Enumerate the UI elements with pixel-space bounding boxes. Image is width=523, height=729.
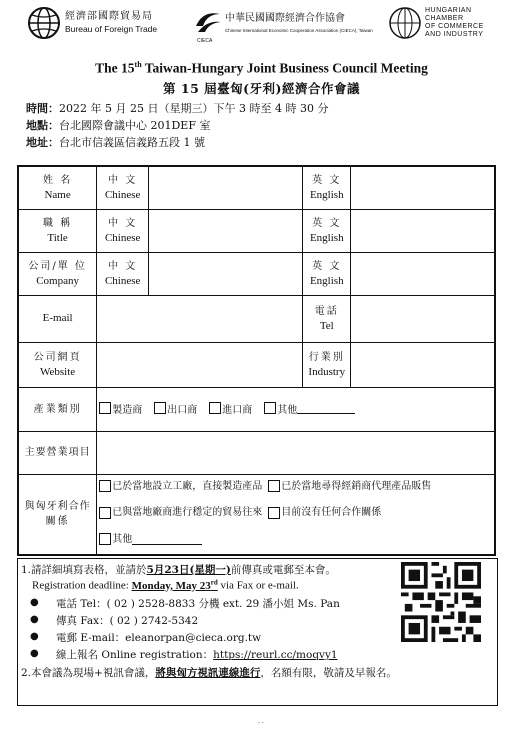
info-time-value: 2022 年 5 月 25 日（星期三）下午 3 時至 4 時 30 分 xyxy=(59,102,329,115)
label-name-en: Name xyxy=(44,188,71,201)
label-title xyxy=(18,209,97,252)
relation-option-label: 目前沒有任何合作關係 xyxy=(281,507,382,518)
website-field[interactable] xyxy=(97,342,303,387)
info-venue-label: 地點： xyxy=(26,119,59,132)
label-company xyxy=(18,252,97,295)
relation-option-trade[interactable] xyxy=(99,501,262,524)
relation-option-label: 已於當地設立工廠，直接製造產品 xyxy=(112,480,263,492)
label-tel xyxy=(303,295,351,342)
checkbox[interactable] xyxy=(264,402,276,414)
footer-mark: · · xyxy=(258,720,264,727)
relation-option-label: 已與當地廠商進行穩定的貿易往來 xyxy=(112,507,263,518)
label-company-chinese xyxy=(97,252,149,295)
category-option-label: 進口商 xyxy=(222,404,253,416)
deadline-sup: rd xyxy=(210,578,218,586)
relation-option-none[interactable] xyxy=(268,501,381,524)
globe-icon xyxy=(27,6,61,40)
hccia-line-3: OF COMMERCE xyxy=(425,23,484,30)
category-option-manufacturer[interactable] xyxy=(99,401,142,416)
category-option-label: 製造商 xyxy=(112,404,143,416)
label-chinese-en: Chinese xyxy=(104,188,141,201)
label-website-en: Website xyxy=(40,365,76,378)
label-company-en: Company xyxy=(36,274,79,287)
label-chinese-zh: 中 文 xyxy=(108,217,138,229)
info-address-label: 地址： xyxy=(26,136,59,149)
label-industry-zh: 行業別 xyxy=(308,351,345,363)
other-blank[interactable] xyxy=(297,403,355,414)
checkbox[interactable] xyxy=(99,507,111,519)
label-english-en: English xyxy=(309,231,344,244)
category-option-label: 出口商 xyxy=(167,404,198,416)
label-name-chinese xyxy=(97,166,149,209)
label-title-zh: 職 稱 xyxy=(43,217,73,229)
note-2-suffix: ，名額有限，敬請及早報名。 xyxy=(260,667,397,679)
note-2-bold: 將與匈方視訊連線進行 xyxy=(155,667,261,679)
row-category xyxy=(18,387,495,431)
checkbox[interactable] xyxy=(154,402,166,414)
label-industry-en: Industry xyxy=(308,365,346,378)
info-time-label: 時間： xyxy=(26,102,59,115)
label-relation xyxy=(18,474,97,555)
category-option-exporter[interactable] xyxy=(154,401,197,416)
online-prefix: 線上報名 Online registration： xyxy=(56,649,214,661)
cieca-abbr: CIECA xyxy=(197,38,213,44)
category-options xyxy=(97,387,495,431)
label-company-zh: 公司/單 位 xyxy=(28,260,87,272)
label-email xyxy=(18,295,97,342)
relation-option-label: 其他 xyxy=(112,533,133,545)
header-logos xyxy=(0,6,523,48)
label-title-english xyxy=(303,209,351,252)
hccia-line-2: CHAMBER xyxy=(425,15,464,22)
name-chinese-field[interactable] xyxy=(149,166,303,209)
note-1-prefix: 1.請詳細填寫表格，並請於 xyxy=(21,564,147,576)
hccia-globe-icon xyxy=(388,6,422,40)
online-registration-link[interactable]: https://reurl.cc/moqvy1 xyxy=(213,649,338,661)
info-venue xyxy=(26,117,210,133)
note-tel: 電話 Tel：( 02 ) 2528-8833 分機 ext. 29 潘小姐 Ms. Pan xyxy=(56,598,340,610)
title-english xyxy=(0,60,523,77)
row-relation xyxy=(18,474,495,555)
note-email: 電郵 E-mail：eleanorpan@cieca.org.tw xyxy=(56,632,262,644)
checkbox[interactable] xyxy=(99,480,111,492)
cieca-name-en: Chinese International Economic Cooperation Association (CIECA), Taiwan xyxy=(225,28,373,33)
qr-code-icon[interactable] xyxy=(399,562,483,642)
name-english-field[interactable] xyxy=(351,166,495,209)
title-en-suffix: Taiwan-Hungary Joint Business Council Meeting xyxy=(141,60,428,76)
notes-box xyxy=(17,558,498,706)
note-deadline-en xyxy=(32,578,299,592)
label-email-en: E-mail xyxy=(42,312,73,324)
row-main-business xyxy=(18,431,495,474)
title-english-field[interactable] xyxy=(351,209,495,252)
category-option-importer[interactable] xyxy=(209,401,252,416)
industry-field[interactable] xyxy=(351,342,495,387)
title-chinese: 第 15 屆臺匈(牙利)經濟合作會議 xyxy=(163,81,360,96)
label-title-chinese xyxy=(97,209,149,252)
label-name-zh: 姓 名 xyxy=(43,174,73,186)
bofti-name-zh: 經濟部國際貿易局 xyxy=(65,11,153,22)
label-chinese-zh: 中 文 xyxy=(108,260,138,272)
note-fax: 傳真 Fax：( 02 ) 2742-5342 xyxy=(56,615,199,627)
hccia-line-1: HUNGARIAN xyxy=(425,7,472,14)
relation-option-label: 已於當地尋得經銷商代理產品販售 xyxy=(281,480,432,492)
info-address xyxy=(26,134,205,150)
relation-option-factory[interactable] xyxy=(99,475,262,498)
label-name xyxy=(18,166,97,209)
label-chinese-en: Chinese xyxy=(104,231,141,244)
label-website xyxy=(18,342,97,387)
swirl-icon xyxy=(193,6,223,36)
checkbox[interactable] xyxy=(209,402,221,414)
bofti-name-en: Bureau of Foreign Trade xyxy=(65,24,158,34)
label-english-zh: 英 文 xyxy=(312,174,342,186)
info-address-value: 台北市信義區信義路五段 1 號 xyxy=(59,136,205,149)
label-english-en: English xyxy=(309,274,344,287)
label-category-zh: 產業類別 xyxy=(33,403,82,415)
label-tel-zh: 電話 xyxy=(314,305,339,317)
cieca-name-zh: 中華民國國際經濟合作協會 xyxy=(225,13,345,24)
label-chinese-en: Chinese xyxy=(104,274,141,287)
row-website xyxy=(18,342,495,387)
bullet-icon: ● xyxy=(30,631,39,642)
relation-options xyxy=(97,474,495,555)
checkbox[interactable] xyxy=(99,402,111,414)
deadline-date xyxy=(132,580,218,592)
bullet-icon: ● xyxy=(30,597,39,608)
relation-other-blank[interactable] xyxy=(132,534,202,545)
label-category xyxy=(18,387,97,431)
label-relation-line1: 與匈牙利合作 xyxy=(24,501,91,513)
label-company-english xyxy=(303,252,351,295)
note-online xyxy=(56,647,338,662)
deadline-prefix: Registration deadline: xyxy=(32,579,132,592)
info-time xyxy=(26,100,328,116)
deadline-suffix: via Fax or e-mail. xyxy=(217,579,299,592)
row-title xyxy=(18,209,495,252)
tel-field[interactable] xyxy=(351,295,495,342)
note-1-deadline: 5月23日(星期一) xyxy=(146,564,231,576)
label-tel-en: Tel xyxy=(319,319,334,332)
checkbox[interactable] xyxy=(99,533,111,545)
note-2-prefix: 2.本會議為現場+視訊會議， xyxy=(21,667,156,679)
checkbox[interactable] xyxy=(268,507,280,519)
bofti-logo xyxy=(27,6,157,40)
label-english-en: English xyxy=(309,188,344,201)
label-chinese-zh: 中 文 xyxy=(108,174,138,186)
main-business-field[interactable] xyxy=(97,431,495,474)
label-name-english xyxy=(303,166,351,209)
title-en-prefix: The 15 xyxy=(95,60,135,76)
info-venue-value: 台北國際會議中心 201DEF 室 xyxy=(59,119,211,132)
category-option-label: 其他 xyxy=(277,404,298,416)
label-relation-line2: 關係 xyxy=(45,516,70,528)
hccia-logo xyxy=(388,6,484,40)
label-website-zh: 公司網頁 xyxy=(33,351,82,363)
label-english-zh: 英 文 xyxy=(312,260,342,272)
label-main-business xyxy=(18,431,97,474)
note-1 xyxy=(21,562,336,577)
bullet-icon: ● xyxy=(30,648,39,659)
registration-form xyxy=(17,165,496,556)
note-2 xyxy=(21,665,397,680)
row-contact xyxy=(18,295,495,342)
deadline-date-text: Monday, May 23 xyxy=(131,579,211,592)
label-english-zh: 英 文 xyxy=(312,217,342,229)
email-field[interactable] xyxy=(97,295,303,342)
label-title-en: Title xyxy=(47,231,68,244)
label-main-business-zh: 主要營業項目 xyxy=(24,447,91,458)
title-en-sup: th xyxy=(134,60,142,69)
company-chinese-field[interactable] xyxy=(149,252,303,295)
note-1-suffix: 前傳真或電郵至本會。 xyxy=(230,564,336,576)
company-english-field[interactable] xyxy=(351,252,495,295)
row-name xyxy=(18,166,495,209)
label-industry xyxy=(303,342,351,387)
bullet-icon: ● xyxy=(30,614,39,625)
category-option-other[interactable] xyxy=(264,401,355,416)
cieca-logo xyxy=(193,6,373,44)
relation-option-other[interactable] xyxy=(99,528,202,551)
relation-option-distributor[interactable] xyxy=(268,475,431,498)
checkbox[interactable] xyxy=(268,480,280,492)
row-company xyxy=(18,252,495,295)
title-chinese-field[interactable] xyxy=(149,209,303,252)
hccia-line-4: AND INDUSTRY xyxy=(425,31,484,38)
